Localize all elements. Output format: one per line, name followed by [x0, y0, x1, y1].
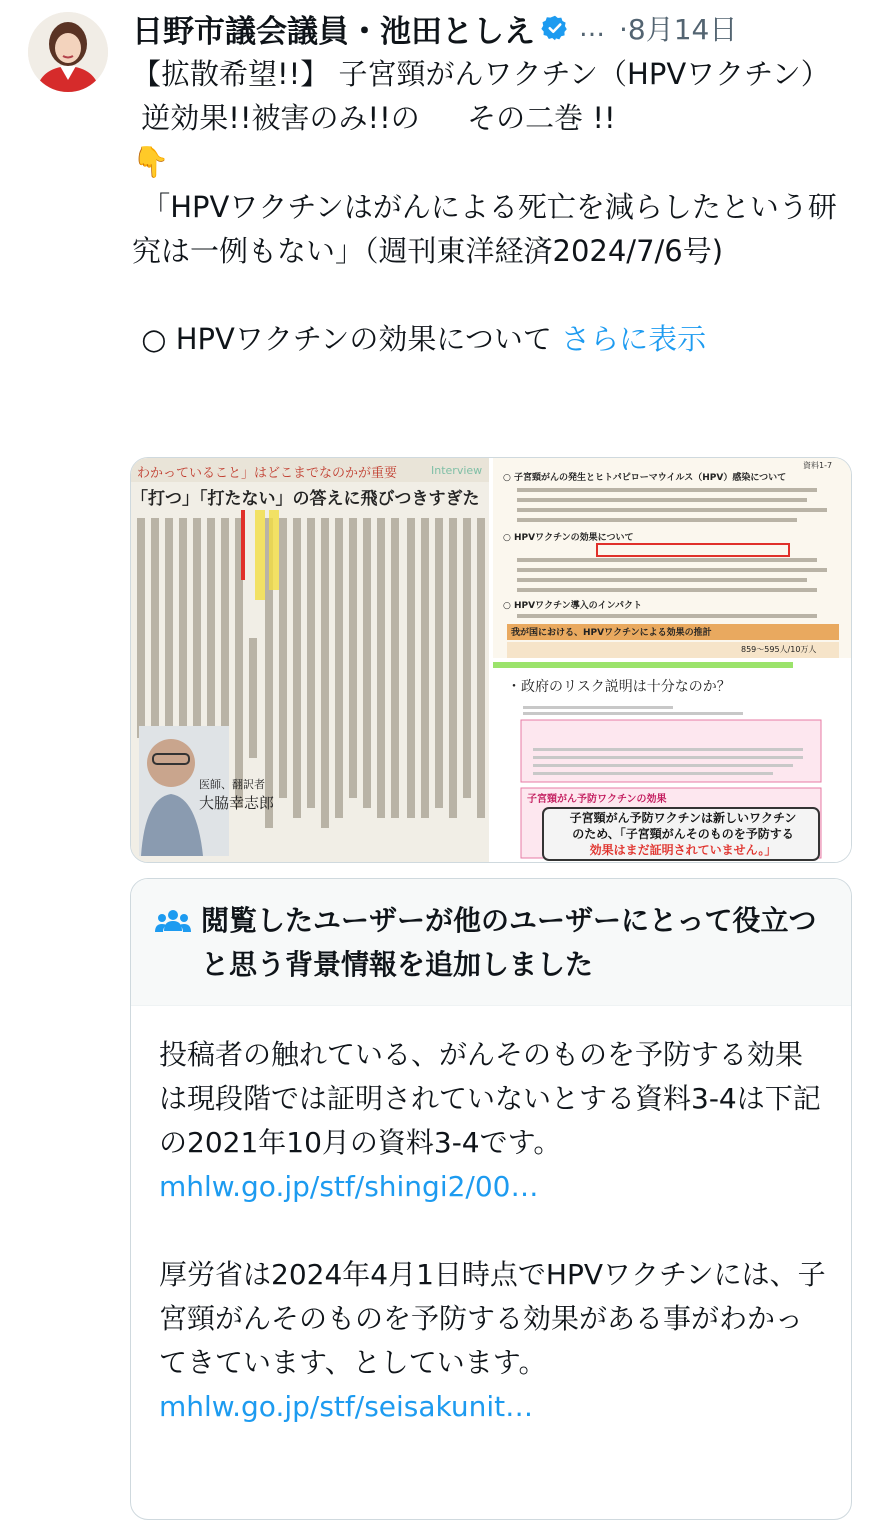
tweet-date[interactable]: ·8月14日: [619, 13, 738, 46]
doc-band-label: 我が国における、HPVワクチンによる効果の推計: [511, 628, 712, 638]
users-icon: [155, 907, 191, 937]
media-grid[interactable]: [130, 457, 852, 863]
doc-row-value: 859～595人/10万人: [741, 645, 817, 654]
note-paragraph-2: 厚労省は2024年4月1日時点でHPVワクチンには、子宮頸がんそのものを予防する効果がある事がわかってきています、としています。: [159, 1258, 826, 1379]
note-link-1[interactable]: mhlw.go.jp/stf/shingi2/00…: [159, 1170, 539, 1203]
slide-caption-1: 子宮頸がん予防ワクチンは新しいワクチン: [569, 811, 797, 825]
tweet-line-4: ○ HPVワクチンの効果について: [132, 322, 562, 356]
doc-heading-1: ○ 子宮頸がんの発生とヒトパピローマウイルス（HPV）感染について: [503, 473, 787, 483]
media-image-document[interactable]: [493, 458, 851, 658]
magazine-person-role: 医師、翻訳者: [199, 778, 265, 791]
community-note-title: 閲覧したユーザーが他のユーザーにとって役立つと思う背景情報を追加しました: [201, 904, 817, 981]
doc-page-label: 資料1-7: [803, 461, 833, 470]
show-more-link[interactable]: さらに表示: [561, 322, 707, 356]
slide-caption-3: 効果はまだ証明されていません。」: [589, 843, 777, 857]
slide-title: ・政府のリスク説明は十分なのか？: [507, 679, 731, 695]
media-image-government-slide[interactable]: [493, 662, 851, 862]
tweet-text: [132, 52, 842, 361]
community-note: [130, 878, 852, 1520]
verified-badge-icon: [541, 14, 569, 42]
magazine-headline: 「打つ」「打たない」の答えに飛びつきすぎた: [131, 489, 480, 509]
tweet-header: [132, 6, 737, 50]
magazine-person-name: 大脇幸志郎: [199, 794, 275, 812]
doc-heading-2: ○ HPVワクチンの効果について: [503, 533, 634, 543]
community-note-header: [131, 879, 851, 1006]
magazine-tag: Interview: [431, 464, 483, 477]
author-name[interactable]: 日野市議会議員・池田としえ: [132, 13, 535, 50]
slide-pink-label: 子宮頸がん予防ワクチンの効果: [527, 794, 667, 805]
media-image-magazine[interactable]: [131, 458, 489, 862]
name-truncation: …: [579, 13, 605, 43]
pointing-down-emoji-icon: 👇: [132, 145, 170, 180]
magazine-header: わかっていること」はどこまでなのかが重要: [137, 466, 398, 481]
doc-heading-3: ○ HPVワクチン導入のインパクト: [503, 601, 643, 611]
note-paragraph-1: 投稿者の触れている、がんそのものを予防する効果は現段階では証明されていないとする資料3-4は下記の2021年10月の資料3-4です。: [159, 1038, 821, 1159]
author-avatar[interactable]: [28, 12, 108, 92]
tweet-line-2: 逆効果!!被害のみ!!の その二巻 !!: [132, 101, 616, 135]
tweet-line-1: 【拡散希望!!】 子宮頸がんワクチン（HPVワクチン）: [132, 57, 830, 91]
community-note-body: [159, 1033, 829, 1429]
note-link-2[interactable]: mhlw.go.jp/stf/seisakunit…: [159, 1390, 534, 1423]
slide-caption-2: のため、「子宮頸がんそのものを予防する: [572, 827, 794, 841]
tweet-line-3: 「HPVワクチンはがんによる死亡を減らしたという研究は一例もない」（週刊東洋経済2024/7/6号): [132, 190, 837, 268]
